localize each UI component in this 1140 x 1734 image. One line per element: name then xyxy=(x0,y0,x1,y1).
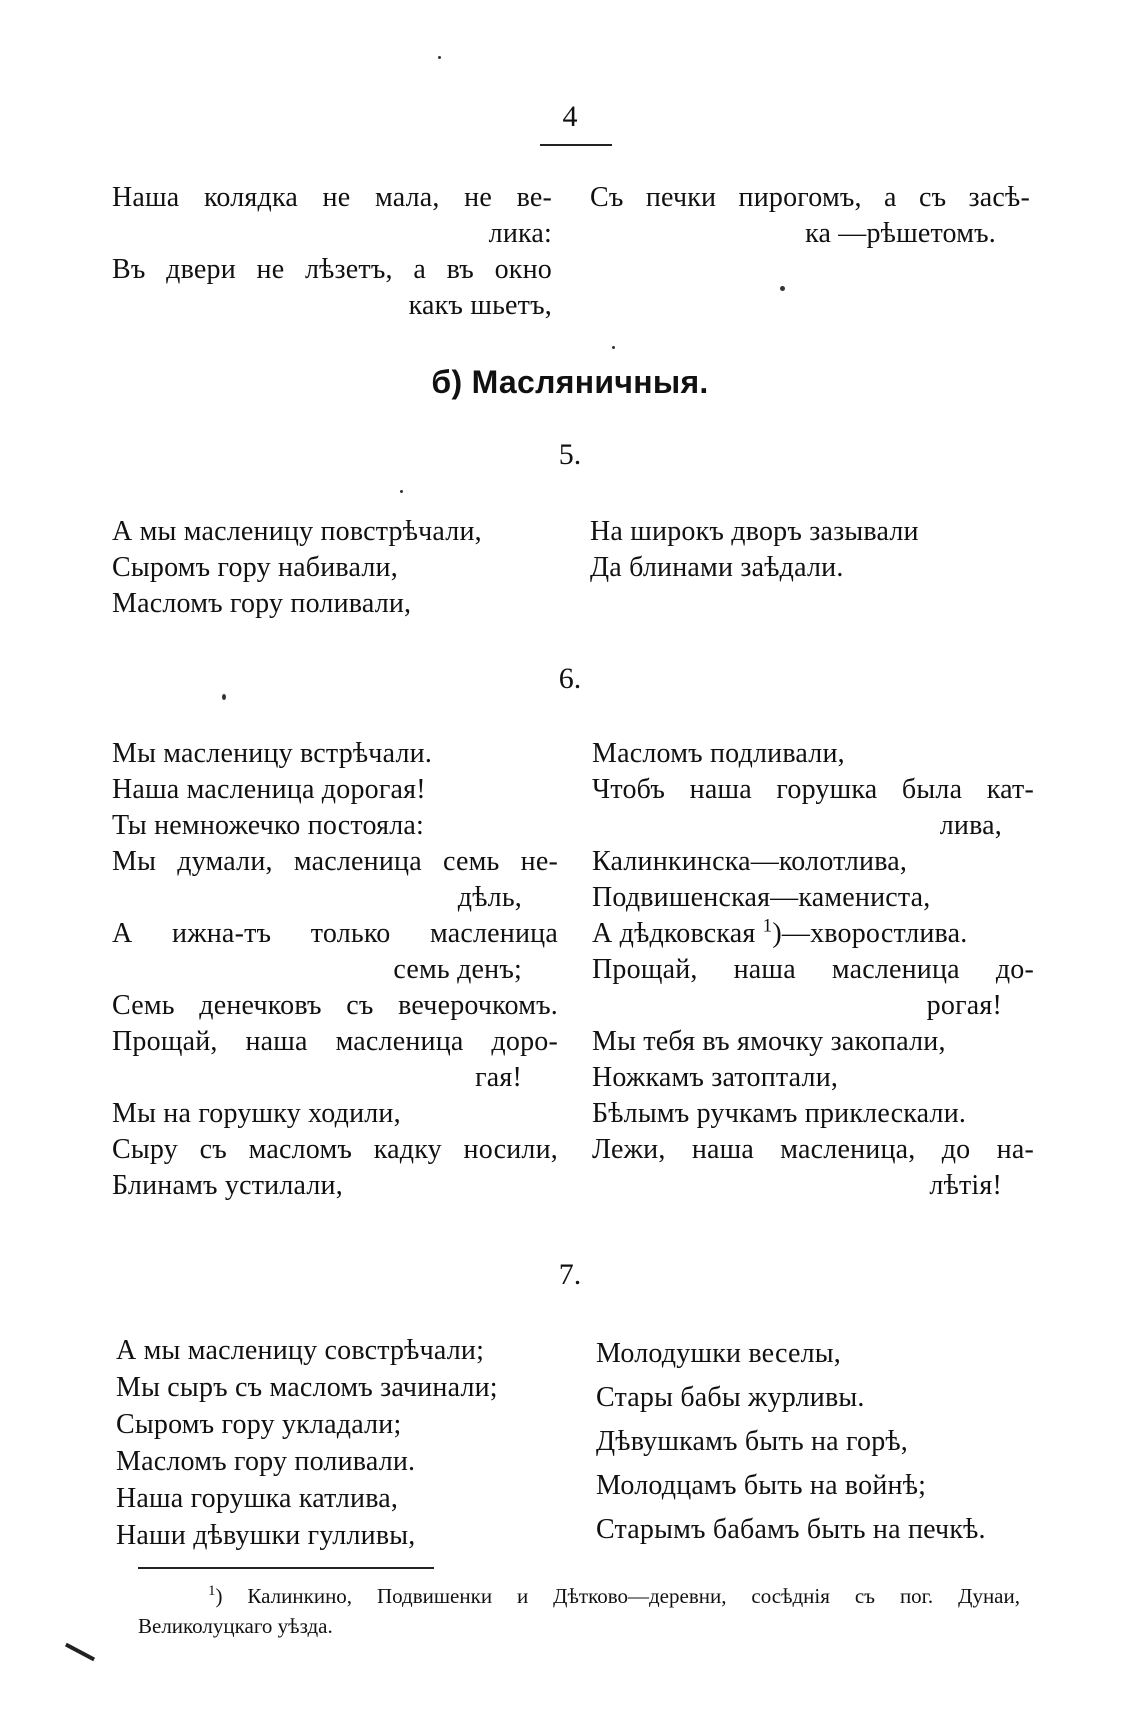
song-number: 6. xyxy=(558,662,582,695)
song5-right-column xyxy=(590,514,1030,586)
scan-speck xyxy=(222,694,226,700)
verse-line: Масломъ подливали, xyxy=(592,738,845,769)
verse-line: Дѣвушкамъ быть на горѣ, xyxy=(596,1426,908,1457)
song4-left-column xyxy=(112,180,552,324)
header-rule xyxy=(540,144,612,146)
page-number: 4 xyxy=(562,100,578,133)
song7-left-column xyxy=(116,1332,562,1554)
verse-line: Мы на горушку ходили, xyxy=(112,1098,401,1129)
footnote-reference: 1 xyxy=(762,915,773,937)
verse-line: Семь денечковъ съ вечерочкомъ. xyxy=(112,990,558,1021)
verse-line: А мы масленицу совстрѣчали; xyxy=(116,1335,485,1366)
verse-line: Мы сыръ съ масломъ зачинали; xyxy=(116,1372,498,1403)
verse-line: А мы масленицу повстрѣчали, xyxy=(112,516,482,547)
footnote-rule xyxy=(138,1567,434,1569)
verse-line: Прощай, наша масленица доро- xyxy=(112,1026,558,1057)
verse-line: Ножкамъ затоптали, xyxy=(592,1062,839,1093)
verse-line: семь денъ; xyxy=(393,954,522,985)
section-heading: б) Масляничныя. xyxy=(431,364,709,400)
verse-line: На широкъ дворъ зазывали xyxy=(590,516,919,547)
verse-line: Чтобъ наша горушка была кат- xyxy=(592,774,1034,805)
verse-line: лива, xyxy=(939,810,1002,841)
verse-line: лѣтія! xyxy=(929,1170,1002,1201)
verse-line: Подвишенская—камениста, xyxy=(592,882,931,913)
verse-line: Наши дѣвушки гулливы, xyxy=(116,1520,416,1551)
verse-line: Старымъ бабамъ быть на печкѣ. xyxy=(596,1514,986,1545)
verse-line: Масломъ гору поливали, xyxy=(112,588,412,619)
verse-line: Лежи, наша масленица, до на- xyxy=(592,1134,1034,1165)
scan-speck xyxy=(438,56,441,59)
verse-line: Блинамъ устилали, xyxy=(112,1170,343,1201)
verse-line: Молодцамъ быть на войнѣ; xyxy=(596,1470,927,1501)
verse-text: )—хворостлива. xyxy=(772,918,968,949)
song6-right-column xyxy=(592,736,1034,1204)
verse-line: Ты немножечко постояла: xyxy=(112,810,425,841)
verse-line: Да блинами заѣдали. xyxy=(590,552,844,583)
scan-speck xyxy=(400,490,403,493)
footnote xyxy=(138,1576,1020,1641)
verse-line: Съ печки пирогомъ, а съ засѣ- xyxy=(590,182,1030,213)
verse-line: рогая! xyxy=(926,990,1002,1021)
footnote-line: Великолуцкаго уѣзда. xyxy=(138,1614,333,1638)
verse-line: Прощай, наша масленица до- xyxy=(592,954,1034,985)
footnote-marker: 1 xyxy=(208,1583,216,1599)
verse-line: какъ шьетъ, xyxy=(408,290,552,321)
verse-line: Сыромъ гору укладали; xyxy=(116,1409,402,1440)
verse-line: Молодушки веселы, xyxy=(596,1338,841,1369)
verse-line: Мы тебя въ ямочку закопали, xyxy=(592,1026,946,1057)
verse-line: Калинкинска—колотлива, xyxy=(592,846,908,877)
footnote-text: ) Калинкино, Подвишенки и Дѣтково—деревни, сосѣднія съ пог. Дунаи, xyxy=(215,1584,1020,1608)
verse-line: Мы масленицу встрѣчали. xyxy=(112,738,433,769)
verse-line: гая! xyxy=(475,1062,522,1093)
verse-line: лика: xyxy=(488,218,552,249)
verse-line: Сыромъ гору набивали, xyxy=(112,552,398,583)
song4-right-column xyxy=(590,180,1030,252)
verse-text: А дѣдковская xyxy=(592,918,756,949)
verse-line: Стары бабы журливы. xyxy=(596,1382,865,1413)
verse-line: Наша горушка катлива, xyxy=(116,1483,399,1514)
verse-line: Бѣлымъ ручкамъ приклескали. xyxy=(592,1098,967,1129)
song7-right-column xyxy=(596,1332,1042,1552)
verse-line: Наша колядка не мала, не ве- xyxy=(112,182,552,213)
verse-line: Мы думали, масленица семь не- xyxy=(112,846,558,877)
song6-left-column xyxy=(112,736,558,1204)
verse-line: Наша масленица дорогая! xyxy=(112,774,426,805)
song-number: 7. xyxy=(558,1258,582,1291)
verse-line: Въ двери не лѣзетъ, а въ окно xyxy=(112,254,552,285)
song5-left-column xyxy=(112,514,552,622)
verse-line: ка —рѣшетомъ. xyxy=(805,218,996,249)
scan-speck xyxy=(612,346,615,349)
verse-line: дѣль, xyxy=(457,882,522,913)
scan-smudge xyxy=(65,1643,95,1662)
verse-line xyxy=(592,916,1034,952)
verse-line: А ижна-тъ только масленица xyxy=(112,918,558,949)
footnote-line xyxy=(138,1576,1020,1611)
scan-speck xyxy=(780,286,785,291)
verse-line: Сыру съ масломъ кадку носили, xyxy=(112,1134,558,1165)
song-number: 5. xyxy=(558,438,582,471)
verse-line: Масломъ гору поливали. xyxy=(116,1446,416,1477)
